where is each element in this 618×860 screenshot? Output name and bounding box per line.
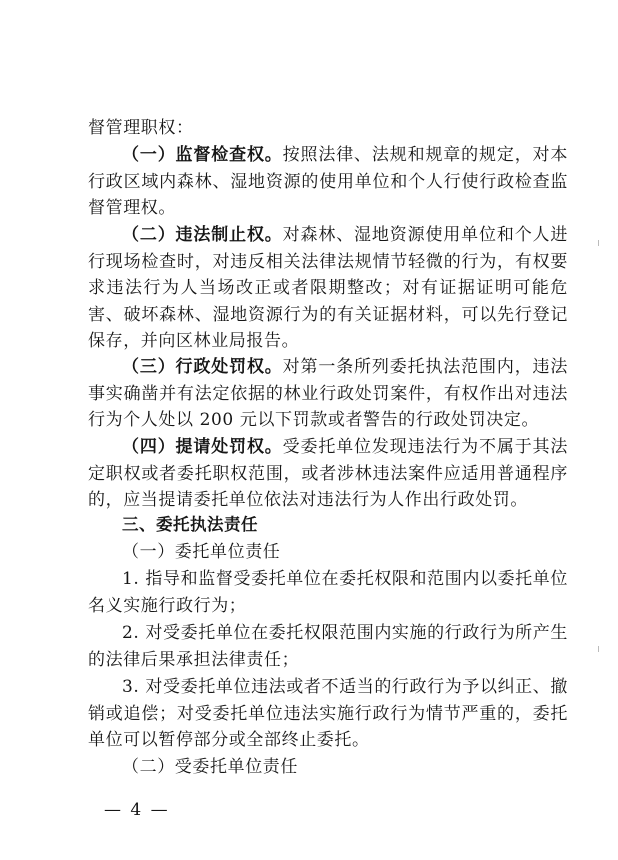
paragraph-request-penalty-right (88, 434, 568, 514)
heading-text: （一）委托单位责任 (122, 542, 281, 562)
paragraph-text: 对森林、湿地资源使用单位和个人进行现场检查时，对违反相关法律法规情节轻微的行为，有权要求违法行为人当场改正或者限期整改；对有证据证明可能危害、破坏森林、湿地资源行为的有关证据材料，可以先行登记保存，并向区林业局报告。 (88, 225, 568, 351)
scan-mark (598, 646, 599, 652)
paragraph-text: 对第一条所列委托执法范围内，违法事实确凿并有法定依据的林业行政处罚案件，有权作出对违法行为个人处以 200 元以下罚款或者警告的行政处罚决定。 (88, 357, 568, 430)
paragraph-heading: （四）提请处罚权。 (122, 437, 283, 457)
paragraph-text: 按照法律、法规和规章的规定，对本行政区域内森林、湿地资源的使用单位和个人行使行政检查监督管理权。 (88, 145, 568, 218)
paragraph-penalty-right (88, 354, 568, 434)
page-number: — 4 — (104, 800, 170, 820)
paragraph-heading: （三）行政处罚权。 (122, 357, 283, 377)
paragraph-stop-violation-right (88, 222, 568, 355)
list-item-2 (88, 620, 568, 673)
list-item-1 (88, 566, 568, 619)
list-item-text: 3. 对受委托单位违法或者不适当的行政行为予以纠正、撤销或追偿；对受委托单位违法实施行政行为情节严重的，委托单位可以暂停部分或全部终止委托。 (88, 677, 568, 750)
paragraph-text: 受委托单位发现违法行为不属于其法定职权或者委托职权范围，或者涉林违法案件应适用普通程序的，应当提请委托单位依法对违法行为人作出行政处罚。 (88, 437, 568, 510)
section-heading-responsibility (88, 512, 568, 539)
list-item-text: 2. 对受委托单位在委托权限范围内实施的行政行为所产生的法律后果承担法律责任； (88, 623, 568, 670)
paragraph-supervision-right (88, 142, 568, 222)
paragraph-continuation (88, 115, 568, 142)
subsection-heading-delegator (88, 539, 568, 566)
heading-text: 三、委托执法责任 (122, 515, 258, 534)
paragraph-text: 督管理职权： (88, 118, 194, 138)
list-item-3 (88, 674, 568, 754)
paragraph-heading: （一）监督检查权。 (122, 145, 283, 165)
list-item-text: 1. 指导和监督受委托单位在委托权限和范围内以委托单位名义实施行政行为； (88, 569, 568, 616)
paragraph-heading: （二）违法制止权。 (122, 225, 283, 245)
subsection-heading-delegatee (88, 754, 568, 781)
heading-text: （二）受委托单位责任 (122, 757, 298, 777)
scan-mark (598, 240, 599, 246)
